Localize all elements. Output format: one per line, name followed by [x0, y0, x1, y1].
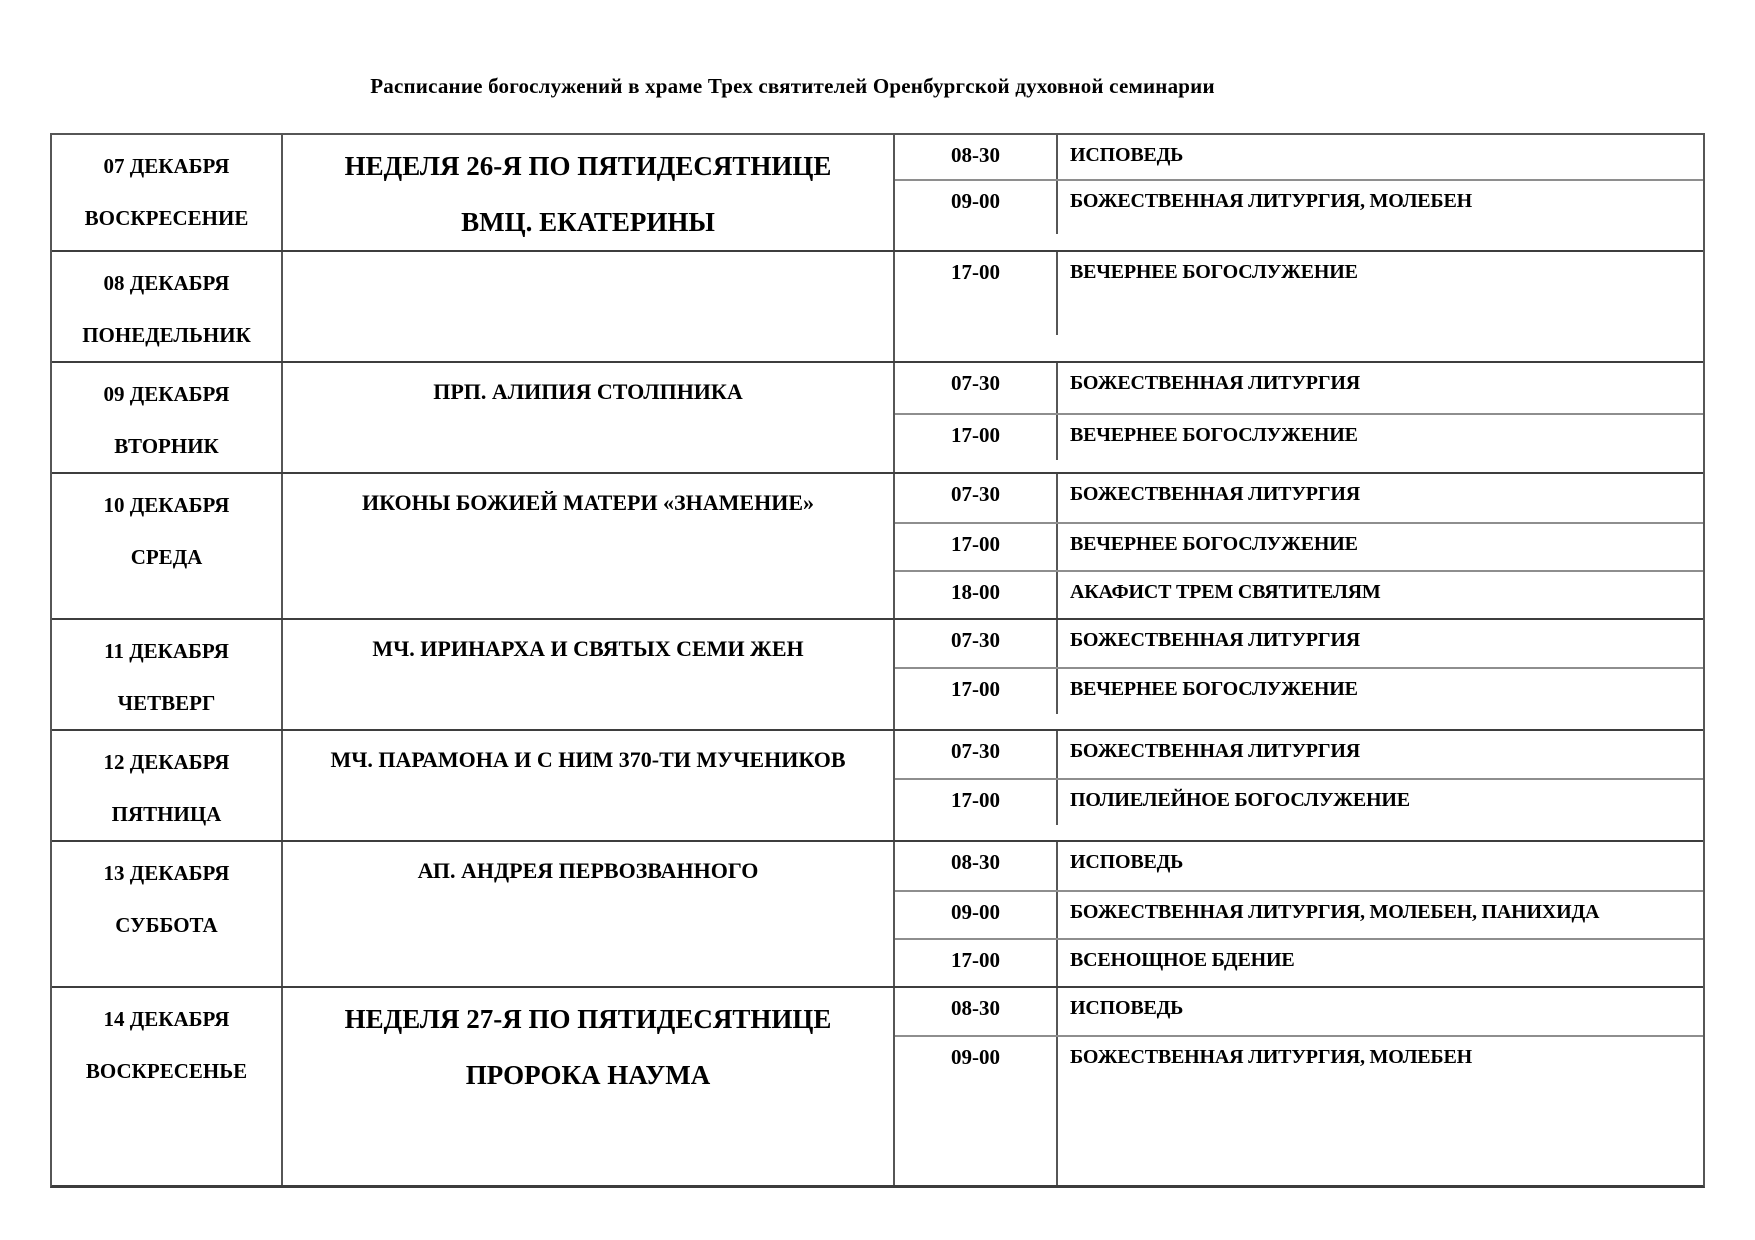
- table-row: [52, 135, 1703, 250]
- feast-cell: [283, 252, 895, 361]
- services-cell: [895, 135, 1703, 250]
- service-row: [895, 988, 1703, 1035]
- service-time: 17-00: [895, 524, 1058, 570]
- page-title: Расписание богослужений в храме Трех святителей Оренбургской духовной семинарии: [370, 74, 1215, 98]
- table-row: [52, 618, 1703, 729]
- service-name: БОЖЕСТВЕННАЯ ЛИТУРГИЯ, МОЛЕБЕН: [1070, 190, 1472, 212]
- service-name: ИСПОВЕДЬ: [1070, 144, 1184, 166]
- service-row: [895, 731, 1703, 778]
- date-text: 13 ДЕКАБРЯ: [103, 861, 230, 885]
- date-cell: [52, 363, 283, 472]
- date-text: 10 ДЕКАБРЯ: [103, 493, 230, 517]
- table-row: [52, 729, 1703, 840]
- service-row: [895, 474, 1703, 522]
- services-cell: [895, 620, 1703, 729]
- service-row: [895, 1035, 1703, 1185]
- service-name: БОЖЕСТВЕННАЯ ЛИТУРГИЯ: [1070, 372, 1360, 394]
- service-row: [895, 778, 1703, 825]
- table-row: [52, 361, 1703, 472]
- service-time: 17-00: [895, 669, 1058, 714]
- service-time: 18-00: [895, 572, 1058, 618]
- service-name: ВСЕНОЩНОЕ БДЕНИЕ: [1070, 949, 1295, 971]
- table-row: [52, 840, 1703, 986]
- services-cell: [895, 988, 1703, 1185]
- service-row: [895, 135, 1703, 179]
- feast-line: НЕДЕЛЯ 27-Я ПО ПЯТИДЕСЯТНИЦЕ: [344, 1004, 832, 1034]
- date-cell: [52, 620, 283, 729]
- date-cell: [52, 731, 283, 840]
- services-cell: [895, 252, 1703, 361]
- service-name: АКАФИСТ ТРЕМ СВЯТИТЕЛЯМ: [1070, 581, 1381, 603]
- table-row: [52, 472, 1703, 618]
- day-text: ПЯТНИЦА: [111, 802, 222, 826]
- date-text: 07 ДЕКАБРЯ: [103, 154, 230, 178]
- service-time: 09-00: [895, 181, 1058, 234]
- table-row: [52, 250, 1703, 361]
- services-cell: [895, 731, 1703, 840]
- feast-cell: [283, 988, 895, 1185]
- day-text: ПОНЕДЕЛЬНИК: [82, 323, 251, 347]
- table-row: [52, 986, 1703, 1185]
- date-text: 09 ДЕКАБРЯ: [103, 382, 230, 406]
- feast-cell: [283, 842, 895, 986]
- feast-line: МЧ. ИРИНАРХА И СВЯТЫХ СЕМИ ЖЕН: [372, 636, 804, 661]
- day-text: ЧЕТВЕРГ: [117, 691, 216, 715]
- day-text: СУББОТА: [115, 913, 218, 937]
- service-name: ИСПОВЕДЬ: [1070, 851, 1184, 873]
- service-name: ВЕЧЕРНЕЕ БОГОСЛУЖЕНИЕ: [1070, 261, 1358, 283]
- service-time: 09-00: [895, 1037, 1058, 1185]
- service-row: [895, 363, 1703, 413]
- service-time: 17-00: [895, 780, 1058, 825]
- service-row: [895, 522, 1703, 570]
- services-cell: [895, 363, 1703, 472]
- service-row: [895, 620, 1703, 667]
- service-time: 08-30: [895, 988, 1058, 1035]
- feast-line: НЕДЕЛЯ 26-Я ПО ПЯТИДЕСЯТНИЦЕ: [344, 151, 832, 181]
- feast-cell: [283, 363, 895, 472]
- service-name: БОЖЕСТВЕННАЯ ЛИТУРГИЯ, МОЛЕБЕН, ПАНИХИДА: [1070, 901, 1600, 923]
- date-cell: [52, 252, 283, 361]
- feast-line: ВМЦ. ЕКАТЕРИНЫ: [461, 207, 715, 237]
- day-text: ВОСКРЕСЕНИЕ: [84, 206, 249, 230]
- date-cell: [52, 988, 283, 1185]
- service-time: 08-30: [895, 135, 1058, 179]
- service-time: 07-30: [895, 363, 1058, 413]
- service-time: 17-00: [895, 940, 1058, 986]
- service-name: БОЖЕСТВЕННАЯ ЛИТУРГИЯ: [1070, 629, 1360, 651]
- service-row: [895, 890, 1703, 938]
- service-time: 17-00: [895, 252, 1058, 335]
- service-row: [895, 413, 1703, 460]
- service-time: 07-30: [895, 620, 1058, 667]
- feast-cell: [283, 474, 895, 618]
- service-row: [895, 179, 1703, 234]
- feast-line: ПРП. АЛИПИЯ СТОЛПНИКА: [433, 379, 743, 404]
- service-name: ПОЛИЕЛЕЙНОЕ БОГОСЛУЖЕНИЕ: [1070, 789, 1410, 811]
- service-row: [895, 842, 1703, 890]
- services-cell: [895, 842, 1703, 986]
- service-row: [895, 938, 1703, 986]
- feast-cell: [283, 731, 895, 840]
- day-text: СРЕДА: [130, 545, 203, 569]
- service-name: БОЖЕСТВЕННАЯ ЛИТУРГИЯ: [1070, 483, 1360, 505]
- service-time: 09-00: [895, 892, 1058, 938]
- feast-cell: [283, 135, 895, 250]
- service-name: ИСПОВЕДЬ: [1070, 997, 1184, 1019]
- service-row: [895, 667, 1703, 714]
- service-name: ВЕЧЕРНЕЕ БОГОСЛУЖЕНИЕ: [1070, 424, 1358, 446]
- service-time: 08-30: [895, 842, 1058, 890]
- schedule-table: [50, 133, 1705, 1188]
- feast-line: ИКОНЫ БОЖИЕЙ МАТЕРИ «ЗНАМЕНИЕ»: [361, 490, 815, 515]
- service-name: ВЕЧЕРНЕЕ БОГОСЛУЖЕНИЕ: [1070, 678, 1358, 700]
- feast-line: АП. АНДРЕЯ ПЕРВОЗВАННОГО: [417, 858, 759, 883]
- feast-cell: [283, 620, 895, 729]
- service-time: 07-30: [895, 474, 1058, 522]
- service-row: [895, 252, 1703, 335]
- date-text: 08 ДЕКАБРЯ: [103, 271, 230, 295]
- feast-line: ПРОРОКА НАУМА: [465, 1060, 711, 1090]
- service-name: БОЖЕСТВЕННАЯ ЛИТУРГИЯ, МОЛЕБЕН: [1070, 1046, 1472, 1068]
- service-name: ВЕЧЕРНЕЕ БОГОСЛУЖЕНИЕ: [1070, 533, 1358, 555]
- service-time: 17-00: [895, 415, 1058, 460]
- day-text: ВТОРНИК: [114, 434, 219, 458]
- date-cell: [52, 842, 283, 986]
- feast-line: МЧ. ПАРАМОНА И С НИМ 370-ТИ МУЧЕНИКОВ: [330, 747, 846, 772]
- date-text: 12 ДЕКАБРЯ: [103, 750, 230, 774]
- date-text: 11 ДЕКАБРЯ: [104, 639, 229, 663]
- date-cell: [52, 135, 283, 250]
- services-cell: [895, 474, 1703, 618]
- service-time: 07-30: [895, 731, 1058, 778]
- date-text: 14 ДЕКАБРЯ: [103, 1007, 230, 1031]
- service-name: БОЖЕСТВЕННАЯ ЛИТУРГИЯ: [1070, 740, 1360, 762]
- service-row: [895, 570, 1703, 618]
- date-cell: [52, 474, 283, 618]
- day-text: ВОСКРЕСЕНЬЕ: [85, 1059, 248, 1083]
